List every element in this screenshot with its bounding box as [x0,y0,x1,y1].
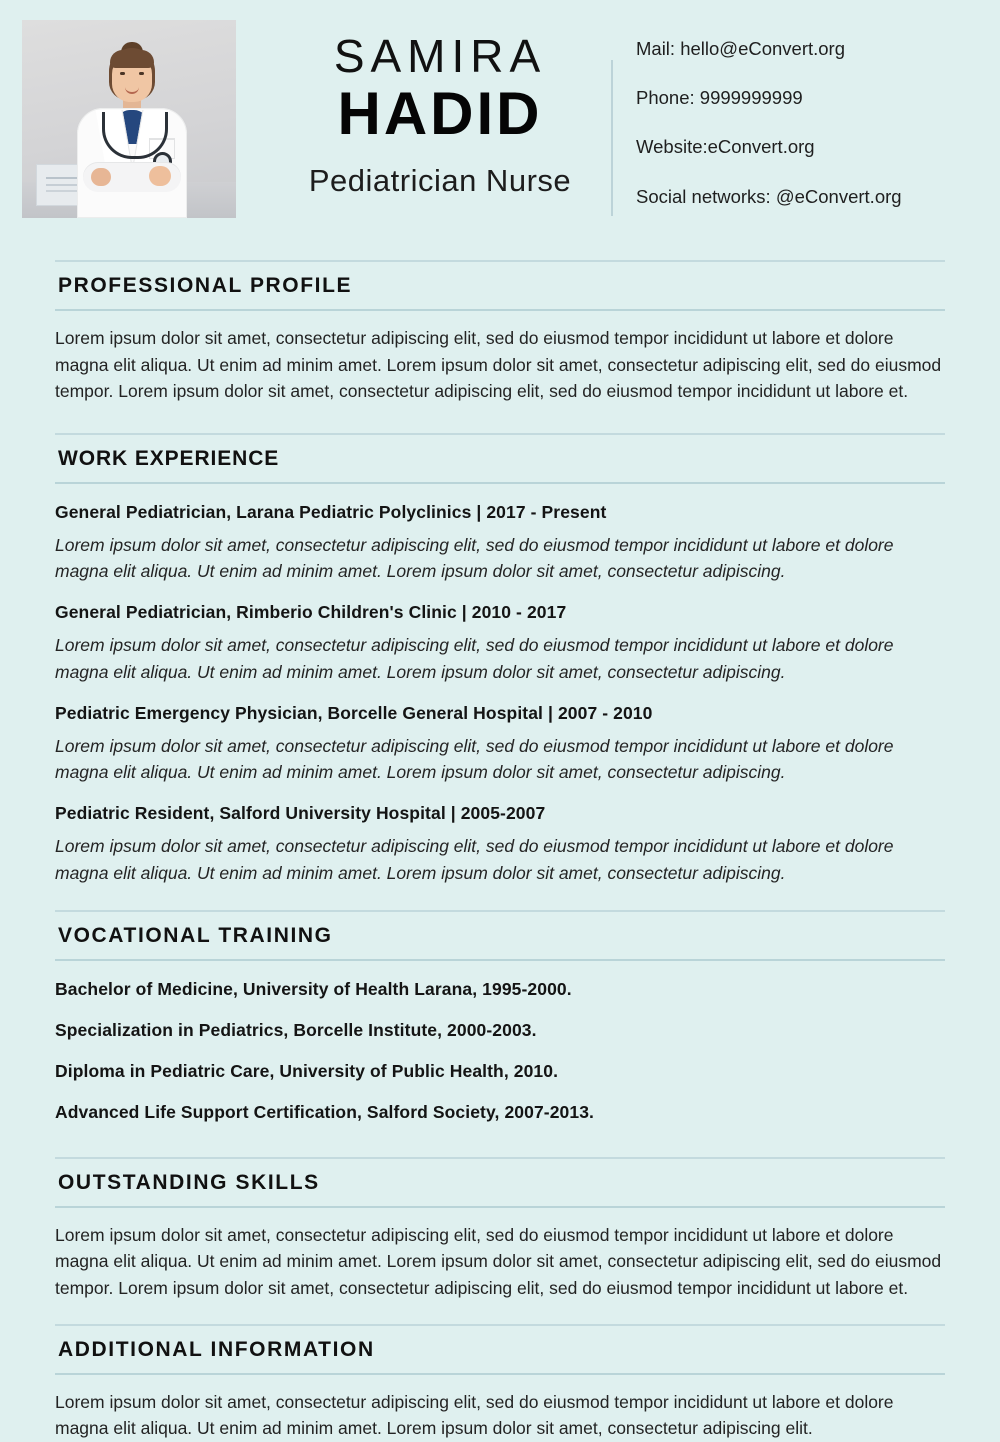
work-entry-title: General Pediatrician, Rimberio Children's Clinic | 2010 - 2017 [55,602,567,623]
section-outstanding-skills [55,1157,945,1302]
contact-social[interactable]: Social networks: @eConvert.org [636,185,902,207]
training-item: Specialization in Pediatrics, Borcelle Institute, 2000-2003. [55,1019,537,1040]
profile-photo [22,20,236,218]
section-professional-profile [55,260,945,405]
eye-left [120,72,125,75]
section-work-experience [55,433,945,886]
work-entry-description: Lorem ipsum dolor sit amet, consectetur adipiscing elit, sed do eiusmod tempor incididunt ut labore et dolore magna elit aliqua. Ut enim ad minim amet. Lorem ipsum dolor sit amet, consectetur adipiscing. [55,735,894,783]
section-additional-information [55,1324,945,1442]
contact-block [604,20,1000,208]
section-title-professional-profile: PROFESSIONAL PROFILE [58,274,353,297]
contact-website[interactable]: Website:eConvert.org [636,136,815,158]
work-entry-title: Pediatric Emergency Physician, Borcelle General Hospital | 2007 - 2010 [55,702,653,723]
section-title-vocational-training: VOCATIONAL TRAINING [58,923,333,947]
resume-content [0,260,1000,1442]
training-item: Advanced Life Support Certification, Salford Society, 2007-2013. [55,1101,594,1122]
professional-profile-body: Lorem ipsum dolor sit amet, consectetur adipiscing elit, sed do eiusmod tempor incididunt ut labore et dolore magna elit aliqua. Ut enim ad minim amet. Lorem ipsum dolor sit amet, consectetur adipiscing elit, sed do eiusmod tempor. Lorem ipsum dolor sit amet, consectetur adipiscing elit, sed do eiusmod tempor incididunt ut labore et. [55,328,942,402]
doctor-figure [57,42,207,218]
outstanding-skills-body: Lorem ipsum dolor sit amet, consectetur adipiscing elit, sed do eiusmod tempor incididunt ut labore et dolore magna elit aliqua. Ut enim ad minim amet. Lorem ipsum dolor sit amet, consectetur adipiscing elit, sed do eiusmod tempor. Lorem ipsum dolor sit amet, consectetur adipiscing elit, sed do eiusmod tempor incididunt ut labore et. [55,1224,942,1298]
eye-right [139,72,144,75]
work-entry [55,502,945,585]
job-title: Pediatrician Nurse [308,163,572,199]
work-entry [55,602,945,685]
header-vertical-divider [611,60,613,216]
last-name: HADID [337,80,543,148]
hair-fringe [110,50,154,68]
section-title-work-experience: WORK EXPERIENCE [58,446,280,470]
section-vocational-training [55,910,945,1123]
work-entry-title: General Pediatrician, Larana Pediatric Polyclinics | 2017 - Present [55,501,607,522]
work-entry [55,703,945,786]
section-title-outstanding-skills: OUTSTANDING SKILLS [58,1170,320,1194]
hand-left [149,166,171,186]
work-entry-title: Pediatric Resident, Salford University Hospital | 2005-2007 [55,803,546,824]
work-entry-description: Lorem ipsum dolor sit amet, consectetur adipiscing elit, sed do eiusmod tempor incididunt ut labore et dolore magna elit aliqua. Ut enim ad minim amet. Lorem ipsum dolor sit amet, consectetur adipiscing. [55,836,894,883]
resume-header [0,0,1000,260]
name-block [236,20,604,199]
hand-right [91,168,111,186]
additional-information-body: Lorem ipsum dolor sit amet, consectetur adipiscing elit, sed do eiusmod tempor incididunt ut labore et dolore magna elit aliqua. Ut enim ad minim amet. Lorem ipsum dolor sit amet, consectetur adipiscing elit. [55,1391,894,1439]
work-entry-description: Lorem ipsum dolor sit amet, consectetur adipiscing elit, sed do eiusmod tempor incididunt ut labore et dolore magna elit aliqua. Ut enim ad minim amet. Lorem ipsum dolor sit amet, consectetur adipiscing. [55,534,894,582]
work-entry-description: Lorem ipsum dolor sit amet, consectetur adipiscing elit, sed do eiusmod tempor incididunt ut labore et dolore magna elit aliqua. Ut enim ad minim amet. Lorem ipsum dolor sit amet, consectetur adipiscing. [55,635,894,682]
training-item: Diploma in Pediatric Care, University of Public Health, 2010. [55,1060,559,1081]
contact-phone[interactable]: Phone: 9999999999 [636,87,803,109]
contact-email[interactable]: Mail: hello@eConvert.org [636,38,846,59]
section-title-additional-information: ADDITIONAL INFORMATION [58,1337,375,1361]
work-entry [55,803,945,886]
training-item: Bachelor of Medicine, University of Health Larana, 1995-2000. [55,978,572,999]
first-name: SAMIRA [333,30,547,82]
